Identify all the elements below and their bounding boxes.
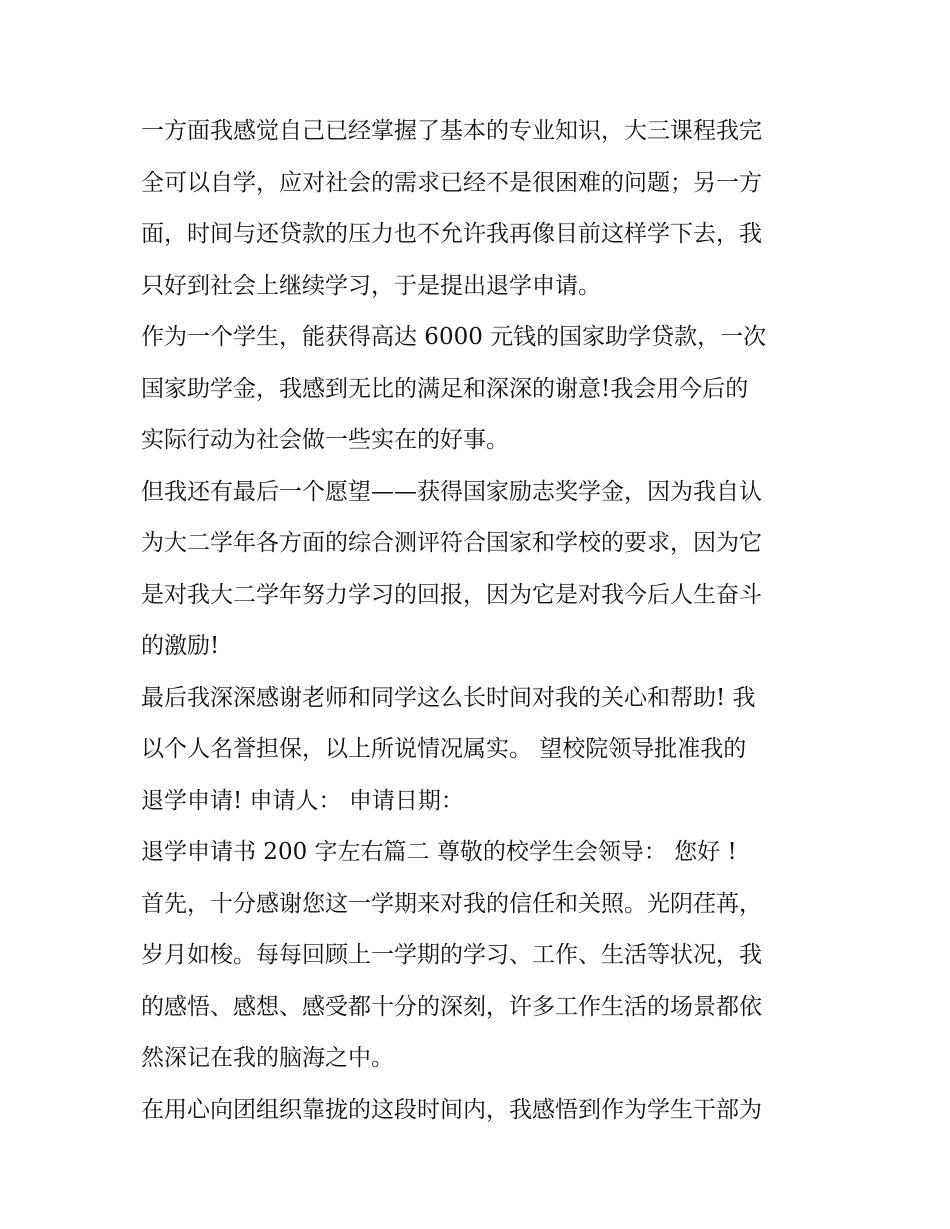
- text-line: 然深记在我的脑海之中。: [141, 1045, 394, 1071]
- text-line: 最后我深深感谢老师和同学这么长时间对我的关心和帮助! 我: [141, 684, 756, 711]
- text-line: 全可以自学，应对社会的需求已经不是很困难的问题；另一方: [141, 169, 762, 196]
- text-line: 实际行动为社会做一些实在的好事。: [141, 427, 509, 453]
- text-line: 为大二学年各方面的综合测评符合国家和学校的要求，因为它: [141, 530, 762, 556]
- text-line: 退学申请! 申请人： 申请日期：: [141, 787, 464, 814]
- document-body: [141, 106, 813, 1136]
- text-line: 首先，十分感谢您这一学期来对我的信任和关照。光阴荏苒，: [141, 890, 762, 917]
- text-line: 是对我大二学年努力学习的回报，因为它是对我今后人生奋斗: [141, 581, 762, 608]
- text-line: 在用心向团组织靠拢的这段时间内，我感悟到作为学生干部为: [141, 1096, 762, 1123]
- text-line: 以个人名誉担保，以上所说情况属实。 望校院领导批准我的: [141, 736, 747, 762]
- text-line: 国家助学金，我感到无比的满足和深深的谢意!我会用今后的: [141, 375, 749, 402]
- text-line: 面，时间与还贷款的压力也不允许我再像目前这样学下去，我: [141, 221, 762, 247]
- text-line: 只好到社会上继续学习，于是提出退学申请。: [141, 272, 601, 299]
- text-line: 但我还有最后一个愿望——获得国家励志奖学金，因为我自认: [141, 478, 762, 505]
- text-line: 退学申请书 200 字左右篇二 尊敬的校学生会领导： 您好 !: [141, 839, 737, 865]
- text-line: 岁月如梭。每每回顾上一学期的学习、工作、生活等状况，我: [141, 942, 762, 968]
- text-line: 一方面我感觉自己已经掌握了基本的专业知识，大三课程我完: [141, 118, 762, 144]
- text-line: 的感悟、感想、感受都十分的深刻，许多工作生活的场景都依: [141, 993, 762, 1020]
- text-line: 作为一个学生，能获得高达 6000 元钱的国家助学贷款，一次: [141, 324, 767, 350]
- text-line: 的激励!: [141, 633, 220, 659]
